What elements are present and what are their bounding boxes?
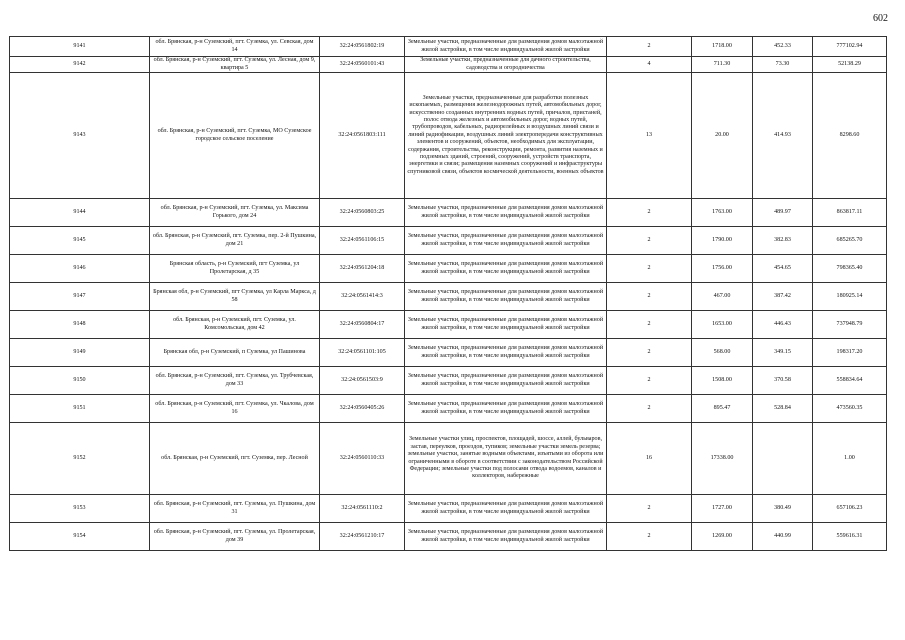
cadastral-number-cell: 32:24:0561106:15 [320,227,405,255]
address-cell: обл. Брянская, р-н Суземский, пгт. Суземка, ул. Лесная, дом 9, квартира 5 [150,57,320,73]
group-code-cell: 2 [607,283,692,311]
land-use-cell: Земельные участки, предназначенные для размещения домов малоэтажной жилой застройки, в том числе индивидуальной жилой застройки [405,283,607,311]
cadastral-number-cell: 32:24:0561802:19 [320,37,405,57]
land-use-cell: Земельные участки, предназначенные для размещения домов малоэтажной жилой застройки, в том числе индивидуальной жилой застройки [405,367,607,395]
address-cell: обл. Брянская, р-н Суземский, пгт. Суземка, пер. Лесной [150,423,320,495]
cadastral-number-cell: 32:24:0561414:3 [320,283,405,311]
cadastral-number-cell: 32:24:0560110:33 [320,423,405,495]
group-code-cell: 2 [607,523,692,551]
address-cell: Брянская область, р-н Суземский, пгт Суземка, ул Пролетарская, д 35 [150,255,320,283]
table-row [10,423,887,495]
area-cell: 1790.00 [692,227,753,255]
area-cell: 1269.00 [692,523,753,551]
row-number-cell: 9141 [10,37,150,57]
specific-value-cell: 454.65 [753,255,813,283]
specific-value-cell: 387.42 [753,283,813,311]
land-use-cell: Земельные участки, предназначенные для размещения домов малоэтажной жилой застройки, в том числе индивидуальной жилой застройки [405,37,607,57]
address-cell: обл. Брянская, р-н Суземский, пгт. Суземка, ул. Пролетарская, дом 39 [150,523,320,551]
area-cell: 467.00 [692,283,753,311]
land-use-cell: Земельные участки, предназначенные для размещения домов малоэтажной жилой застройки, в том числе индивидуальной жилой застройки [405,339,607,367]
area-cell: 17338.00 [692,423,753,495]
cadastral-value-cell: 737948.79 [813,311,887,339]
group-code-cell: 16 [607,423,692,495]
land-use-cell: Земельные участки, предназначенные для размещения домов малоэтажной жилой застройки, в том числе индивидуальной жилой застройки [405,495,607,523]
area-cell: 895.47 [692,395,753,423]
area-cell: 1508.00 [692,367,753,395]
cadastral-number-cell: 32:24:0561503:9 [320,367,405,395]
cadastral-number-cell: 32:24:0561110:2 [320,495,405,523]
land-use-cell: Земельные участки, предназначенные для размещения домов малоэтажной жилой застройки, в том числе индивидуальной жилой застройки [405,311,607,339]
address-cell: обл. Брянская, р-н Суземский, пгт. Суземка, пер. 2-й Пушкина, дом 21 [150,227,320,255]
row-number-cell: 9153 [10,495,150,523]
land-use-cell: Земельные участки, предназначенные для размещения домов малоэтажной жилой застройки, в том числе индивидуальной жилой застройки [405,255,607,283]
address-cell: обл. Брянская, р-н Суземский, пгт. Суземка, МО Суземское городское сельское поселение [150,73,320,199]
table-row [10,255,887,283]
cadastral-number-cell: 32:24:0561210:17 [320,523,405,551]
group-code-cell: 2 [607,37,692,57]
address-cell: обл. Брянская, р-н Суземский, пгт. Суземка, ул. Пушкина, дом 31 [150,495,320,523]
address-cell: Брянская обл, р-н Суземский, пгт Суземка, ул Карла Маркса, д 58 [150,283,320,311]
group-code-cell: 2 [607,367,692,395]
land-use-cell: Земельные участки, предназначенные для размещения домов малоэтажной жилой застройки, в том числе индивидуальной жилой застройки [405,395,607,423]
address-cell: обл. Брянская, р-н Суземский, пгт. Суземка, ул. Трубчевская, дом 33 [150,367,320,395]
cadastral-number-cell: 32:24:0560405:26 [320,395,405,423]
specific-value-cell: 380.49 [753,495,813,523]
cadastral-value-cell: 558834.64 [813,367,887,395]
row-number-cell: 9152 [10,423,150,495]
land-use-cell: Земельные участки, предназначенные для разработки полезных ископаемых, размещения железнодорожных путей, автомобильных дорог, искусственно созданных внутренних водных путей, причалов, пристаней, полос отвода железных и автомобильных дорог, водных путей, трубопроводов, кабельных, радиорелейных и воздушных линий связи и линий радиофикации, воздушных линий электропередачи конструктивных элементов и сооружений, объектов, необходимых для эксплуатации, содержания, строительства, реконструкции, ремонта, развития наземных и подземных зданий, строений, сооружений, устройств транспорта, энергетики и связи; размещения наземных сооружений и инфраструктуры спутниковой связи, объектов космической деятельности, военных объектов [405,73,607,199]
row-number-cell: 9154 [10,523,150,551]
cadastral-value-cell: 559616.31 [813,523,887,551]
address-cell: Брянская обл, р-н Суземский, п Суземка, ул Пашинова [150,339,320,367]
address-cell: обл. Брянская, р-н Суземский, пгт. Суземка, ул. Комсомольская, дом 42 [150,311,320,339]
specific-value-cell: 382.83 [753,227,813,255]
group-code-cell: 2 [607,339,692,367]
specific-value-cell: 349.15 [753,339,813,367]
table-row [10,367,887,395]
area-cell: 1756.00 [692,255,753,283]
page-number: 602 [873,13,888,24]
table-row [10,227,887,255]
group-code-cell: 4 [607,57,692,73]
land-use-cell: Земельные участки, предназначенные для размещения домов малоэтажной жилой застройки, в том числе индивидуальной жилой застройки [405,199,607,227]
cadastral-number-cell: 32:24:0561204:18 [320,255,405,283]
area-cell: 1653.00 [692,311,753,339]
group-code-cell: 13 [607,73,692,199]
land-use-cell: Земельные участки улиц, проспектов, площадей, шоссе, аллей, бульваров, застав, переулков, проездов, тупиков; земельные участки земель резерва; земельные участки, занятые водными объектами, изъятыми из оборота или ограниченными в обороте в соответствии с законодательством Российской Федерации; земельные участки под полосами отвода водоемов, каналов и коллекторов, набережные [405,423,607,495]
row-number-cell: 9149 [10,339,150,367]
specific-value-cell: 440.99 [753,523,813,551]
row-number-cell: 9150 [10,367,150,395]
address-cell: обл. Брянская, р-н Суземский, пгт. Суземка, ул. Чкалова, дом 16 [150,395,320,423]
group-code-cell: 2 [607,311,692,339]
row-number-cell: 9144 [10,199,150,227]
row-number-cell: 9147 [10,283,150,311]
cadastral-value-table [9,36,887,551]
cadastral-number-cell: 32:24:0560101:43 [320,57,405,73]
cadastral-number-cell: 32:24:0560803:25 [320,199,405,227]
area-cell: 1763.00 [692,199,753,227]
group-code-cell: 2 [607,495,692,523]
row-number-cell: 9148 [10,311,150,339]
cadastral-value-cell: 685265.70 [813,227,887,255]
table-row [10,57,887,73]
group-code-cell: 2 [607,395,692,423]
cadastral-value-cell: 198317.20 [813,339,887,367]
cadastral-value-cell: 798365.40 [813,255,887,283]
cadastral-number-cell: 32:24:0560804:17 [320,311,405,339]
row-number-cell: 9143 [10,73,150,199]
area-cell: 1727.00 [692,495,753,523]
area-cell: 1718.00 [692,37,753,57]
specific-value-cell: 528.84 [753,395,813,423]
cadastral-value-cell: 52138.29 [813,57,887,73]
land-use-cell: Земельные участки, предназначенные для дачного строительства, садоводства и огородничества [405,57,607,73]
cadastral-value-cell: 777102.94 [813,37,887,57]
table-row [10,311,887,339]
specific-value-cell: 73.30 [753,57,813,73]
table-row [10,523,887,551]
table-row [10,73,887,199]
group-code-cell: 2 [607,227,692,255]
table-row [10,339,887,367]
group-code-cell: 2 [607,199,692,227]
table-row [10,199,887,227]
specific-value-cell [753,423,813,495]
cadastral-value-cell: 1.00 [813,423,887,495]
area-cell: 20.00 [692,73,753,199]
specific-value-cell: 446.43 [753,311,813,339]
specific-value-cell: 414.93 [753,73,813,199]
cadastral-value-cell: 473560.35 [813,395,887,423]
cadastral-value-cell: 863817.11 [813,199,887,227]
address-cell: обл. Брянская, р-н Суземский, пгт. Суземка, ул. Севская, дом 14 [150,37,320,57]
row-number-cell: 9151 [10,395,150,423]
cadastral-value-cell: 657106.23 [813,495,887,523]
row-number-cell: 9142 [10,57,150,73]
row-number-cell: 9146 [10,255,150,283]
specific-value-cell: 489.97 [753,199,813,227]
row-number-cell: 9145 [10,227,150,255]
area-cell: 711.30 [692,57,753,73]
land-use-cell: Земельные участки, предназначенные для размещения домов малоэтажной жилой застройки, в том числе индивидуальной жилой застройки [405,523,607,551]
group-code-cell: 2 [607,255,692,283]
specific-value-cell: 452.33 [753,37,813,57]
cadastral-number-cell: 32:24:0561101:105 [320,339,405,367]
table-row [10,37,887,57]
cadastral-value-cell: 8298.60 [813,73,887,199]
cadastral-number-cell: 32:24:0561803:111 [320,73,405,199]
table-row [10,283,887,311]
land-use-cell: Земельные участки, предназначенные для размещения домов малоэтажной жилой застройки, в том числе индивидуальной жилой застройки [405,227,607,255]
specific-value-cell: 370.58 [753,367,813,395]
table-row [10,495,887,523]
cadastral-value-cell: 180925.14 [813,283,887,311]
table-row [10,395,887,423]
area-cell: 568.00 [692,339,753,367]
address-cell: обл. Брянская, р-н Суземский, пгт. Суземка, ул. Максима Горького, дом 24 [150,199,320,227]
